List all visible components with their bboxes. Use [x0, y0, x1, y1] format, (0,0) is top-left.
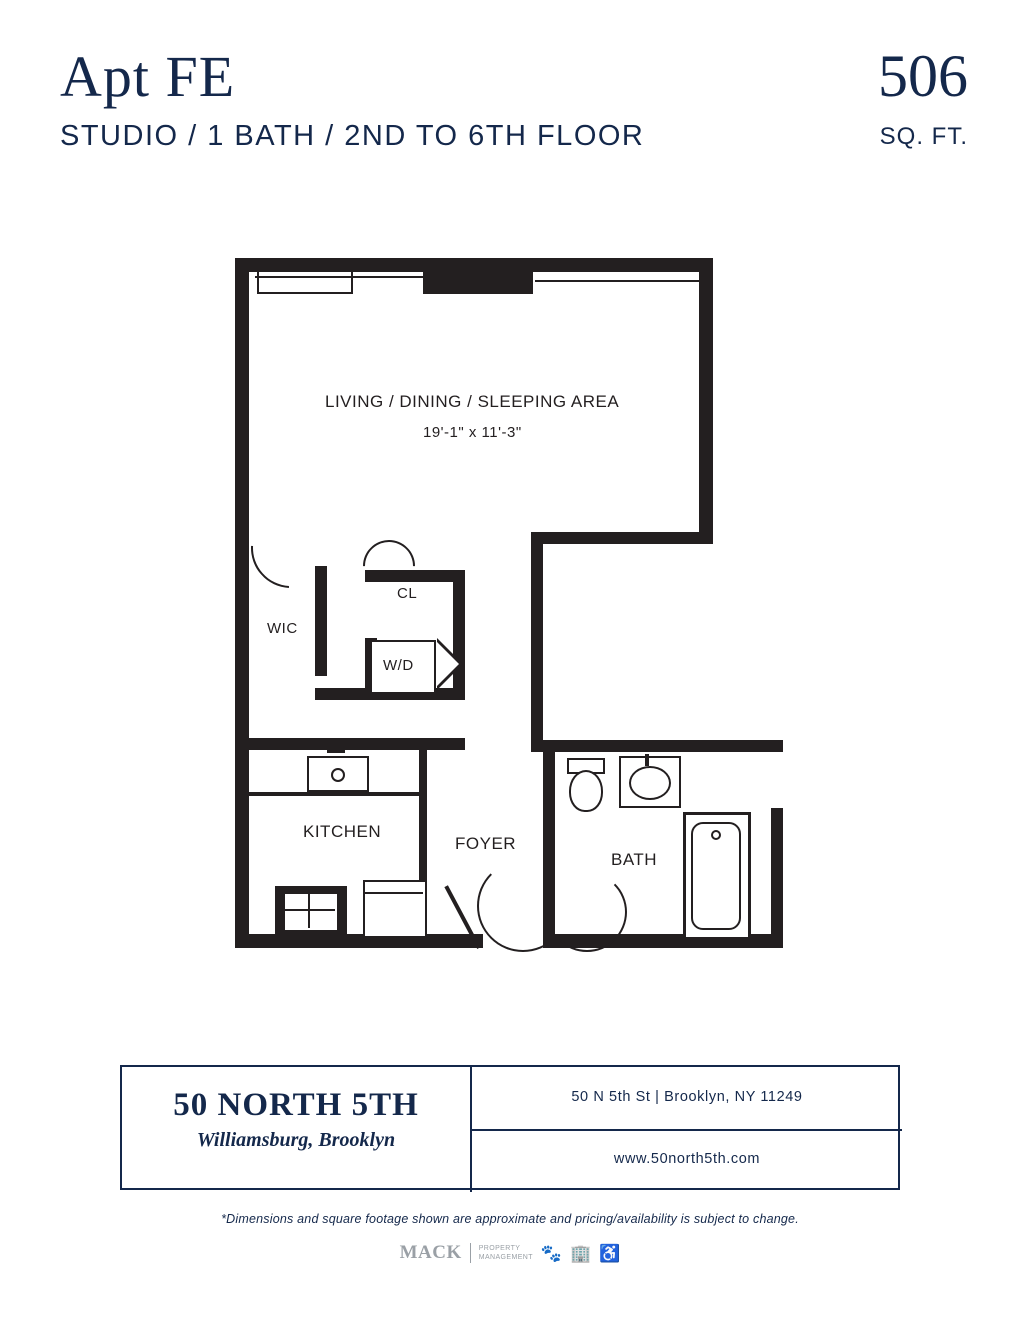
- kitchen-faucet: [327, 750, 345, 753]
- page-header: [0, 0, 1020, 180]
- kitchen-range-divider-h: [283, 909, 335, 911]
- room-label-living: LIVING / DINING / SLEEPING AREA: [325, 392, 620, 411]
- door-arc-bath: [547, 872, 627, 952]
- property-address: 50 N 5th St | Brooklyn, NY 11249: [571, 1089, 803, 1105]
- kitchen-refrigerator-door-line: [363, 892, 423, 894]
- wall-left-lower: [235, 738, 249, 948]
- mack-subtitle-line1: PROPERTY: [478, 1245, 521, 1252]
- door-swing-washer-dryer-cut: [437, 642, 459, 686]
- window-top-left: [255, 258, 435, 260]
- kitchen-sink-basin: [331, 768, 345, 782]
- wall-living-bottom-right: [531, 532, 713, 544]
- wall-bath-right-upper: [699, 740, 783, 752]
- window-top-right-inner: [535, 280, 711, 282]
- bath-sink-faucet: [645, 754, 649, 766]
- kitchen-refrigerator: [363, 880, 427, 938]
- room-label-wic: WIC: [267, 620, 298, 637]
- unit-summary: STUDIO / 1 BATH / 2ND TO 6TH FLOOR: [60, 120, 645, 152]
- window-top-right-center-mark: [620, 262, 622, 272]
- room-label-foyer: FOYER: [455, 834, 517, 853]
- kitchen-range-burners: [283, 892, 339, 932]
- wall-kitchen-top: [235, 738, 465, 750]
- wall-wic-right: [315, 566, 327, 676]
- wall-bath-right: [771, 808, 783, 948]
- room-label-cl: CL: [397, 585, 418, 602]
- mack-wordmark: MACK: [399, 1242, 462, 1263]
- page-title: Apt FE: [60, 44, 236, 109]
- footer-divider-horizontal: [470, 1129, 902, 1131]
- building-icon: 🏢: [570, 1243, 592, 1263]
- window-sill-left: [257, 270, 353, 294]
- room-label-bath: BATH: [611, 850, 658, 869]
- mack-subtitle: [479, 1244, 533, 1262]
- wall-left-upper: [235, 258, 249, 568]
- brand-tagline: Williamsburg, Brooklyn: [196, 1129, 396, 1151]
- window-mullion-left: [255, 276, 435, 278]
- disclaimer-text: *Dimensions and square footage shown are approximate and pricing/availability is subject to change.: [221, 1212, 799, 1226]
- paw-icon: 🐾: [540, 1243, 563, 1263]
- wall-right-upper: [699, 258, 713, 538]
- brand-name: 50 NORTH 5TH: [173, 1087, 419, 1123]
- room-label-kitchen: KITCHEN: [303, 822, 382, 841]
- door-arc-wic: [235, 492, 348, 605]
- square-footage-value: 506: [878, 43, 968, 109]
- wall-left-mid: [235, 568, 249, 750]
- window-top-right-outer: [535, 260, 711, 262]
- management-logo: [0, 1242, 1020, 1264]
- room-label-washer-dryer: W/D: [383, 657, 414, 674]
- bath-toilet-bowl: [569, 770, 603, 812]
- bath-sink-basin: [629, 766, 671, 800]
- bath-tub-drain: [711, 830, 721, 840]
- footer-info-box: [120, 1065, 900, 1190]
- mack-subtitle-line2: MANAGEMENT: [478, 1254, 533, 1261]
- accessibility-icon: ♿: [599, 1243, 621, 1263]
- kitchen-counter-edge: [249, 792, 419, 794]
- wall-bottom-left: [235, 934, 465, 948]
- wall-living-right-interior: [531, 532, 543, 752]
- floor-plan-drawing: [215, 240, 815, 970]
- room-dimension-living: 19'-1" x 11'-3": [423, 424, 522, 441]
- logo-divider: [470, 1243, 471, 1263]
- wall-top-center-pier: [423, 258, 533, 294]
- square-footage-label: SQ. FT.: [879, 123, 968, 150]
- property-website[interactable]: www.50north5th.com: [613, 1151, 761, 1167]
